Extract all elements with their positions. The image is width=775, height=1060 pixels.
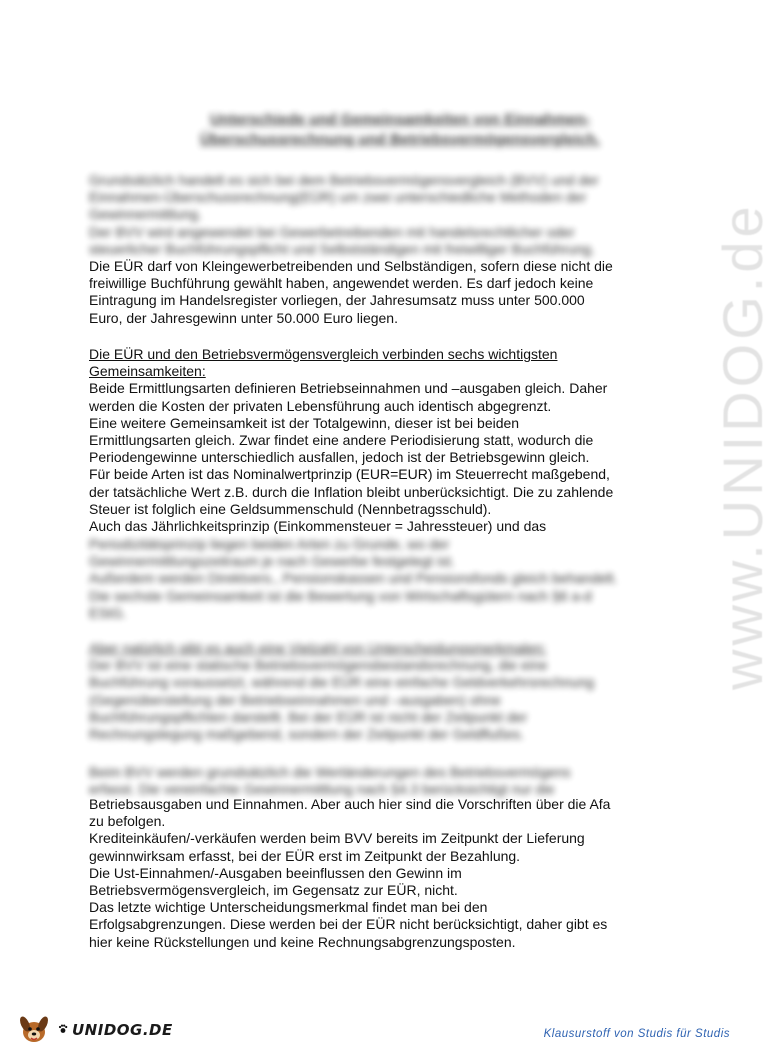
- text-line: Eine weitere Gemeinsamkeit ist der Totalgewinn, dieser ist bei beiden: [89, 414, 520, 431]
- differences2-blurred: [89, 764, 664, 798]
- text-line: Betriebsvermögensvergleich, im Gegensatz zur EÜR, nicht.: [89, 882, 458, 899]
- text-line: hier keine Rückstellungen und keine Rechnungsabgrenzungsposten.: [89, 933, 516, 950]
- title-line-2: Überschussrechnung und Betriebsvermögensvergleich.: [199, 131, 601, 148]
- dog-mascot-icon: [14, 1010, 54, 1051]
- text-line: Steuer ist folglich eine Geldsummenschuld (Nennbetragsschuld).: [89, 500, 492, 517]
- text-line: Buchführung voraussetzt, während die EÜR eine einfache Geldverkehrsrechnung: [89, 674, 595, 691]
- text-line: Der BVV ist eine statische Betriebsvermögensbestandsrechnung, die eine: [89, 657, 548, 674]
- text-line: freiwillige Buchführung gewählt haben, angewendet werden. Es darf jedoch keine: [89, 275, 594, 292]
- text-line: Auch das Jährlichkeitsprinzip (Einkommensteuer = Jahressteuer) und das: [89, 518, 547, 535]
- paw-icon: [58, 1021, 68, 1039]
- text-line: Beide Ermittlungsarten definieren Betriebseinnahmen und –ausgaben gleich. Daher: [89, 380, 608, 397]
- text-line: erfasst. Die vereinfachte Gewinnermittlung nach §4.3 berücksichtigt nur die: [89, 781, 555, 798]
- section-heading: Gemeinsamkeiten:: [89, 363, 206, 380]
- intro-blurred: [89, 172, 664, 258]
- text-line: (Gegenüberstellung der Betriebseinnahmen und –ausgaben) ohne: [89, 691, 501, 708]
- watermark: www.UNIDOG.de: [711, 202, 774, 690]
- title-line-1: Unterschiede und Gemeinsamkeiten von Einnahmen-: [209, 111, 591, 128]
- text-line: Für beide Arten ist das Nominalwertprinzip (EUR=EUR) im Steuerrecht maßgebend,: [89, 466, 610, 483]
- text-line: gewinnwirksam erfasst, bei der EÜR erst im Zeitpunkt der Bezahlung.: [89, 847, 521, 864]
- text-line: Beim BVV werden grundsätzlich die Wertänderungen des Betriebsvermögens: [89, 764, 571, 780]
- text-line: Die Ust-Einnahmen/-Ausgaben beeinflussen den Gewinn im: [89, 864, 462, 881]
- text-line: Krediteinkäufen/-verkäufen werden beim BVV bereits im Zeitpunkt der Lieferung: [89, 830, 585, 847]
- section-heading: Die EÜR und den Betriebsvermögensvergleich verbinden sechs wichtigsten: [89, 346, 558, 362]
- text-line: der tatsächliche Wert z.B. durch die Inflation bleibt unberücksichtigt. Die zu zahlende: [89, 483, 614, 500]
- differences2-visible: [89, 796, 664, 951]
- text-line: Erfolgsabgrenzungen. Diese werden bei der EÜR nicht berücksichtigt, daher gibt es: [89, 916, 608, 933]
- differences-blurred: [89, 640, 664, 743]
- text-line: EStG.: [89, 604, 127, 621]
- text-line: zu befolgen.: [89, 813, 166, 830]
- text-line: Grundsätzlich handelt es sich bei dem Betriebsvermögensvergleich (BVV) und der: [89, 172, 599, 188]
- text-line: Außerdem werden Direktvers., Pensionskassen und Pensionsfonds gleich behandelt.: [89, 570, 618, 587]
- text-line: Betriebsausgaben und Einnahmen. Aber auch hier sind die Vorschriften über die Afa: [89, 796, 611, 812]
- text-line: Eintragung im Handelsregister vorliegen, der Jahresumsatz muss unter 500.000: [89, 292, 585, 309]
- text-line: Euro, der Jahresgewinn unter 50.000 Euro liegen.: [89, 309, 398, 326]
- text-line: Das letzte wichtige Unterscheidungsmerkmal findet man bei den: [89, 899, 488, 916]
- text-line: Periodizitätsprinzip liegen beiden Arten zu Grunde, wo der: [89, 536, 450, 552]
- intro-visible: [89, 258, 664, 327]
- text-line: Einnahmen-Überschussrechnung(EÜR) um zwei unterschiedliche Methoden der: [89, 189, 587, 206]
- unidog-logo[interactable]: [14, 1010, 174, 1050]
- text-line: Die sechste Gemeinsamkeit ist die Bewertung von Wirtschaftsgütern nach §6 a-d: [89, 587, 592, 604]
- logo-text: UNIDOG.DE: [72, 1021, 173, 1039]
- text-line: Periodengewinne unterschiedlich ausfallen, jedoch ist der Betriebsgewinn gleich.: [89, 449, 590, 466]
- text-line: Die EÜR darf von Kleingewerbetreibenden und Selbständigen, sofern diese nicht die: [89, 258, 613, 274]
- document-title: [150, 110, 650, 150]
- common-section: [89, 346, 664, 535]
- text-line: Der BVV wird angewendet bei Gewerbetreibenden mit handelsrechtlicher oder: [89, 223, 575, 240]
- section-heading: Aber natürlich gibt es auch eine Vielzahl von Unterscheidungsmerkmalen:: [89, 640, 547, 656]
- common-blurred: [89, 536, 664, 622]
- text-line: Ermittlungsarten gleich. Zwar findet eine andere Periodisierung statt, wodurch die: [89, 432, 594, 449]
- text-line: Gewinnermittlung.: [89, 206, 202, 223]
- footer-tagline: Klausurstoff von Studis für Studis: [543, 1028, 730, 1040]
- text-line: steuerlicher Buchführungspflicht und Selbstständigen mit freiwilliger Buchführung.: [89, 240, 595, 257]
- text-line: Gewinnermittlungszeitraum je nach Gewerbe festgelegt ist.: [89, 553, 455, 570]
- text-line: Rechnungslegung maßgebend, sondern der Zeitpunkt der Geldflußes.: [89, 726, 525, 743]
- text-line: Buchführungspflichten darstellt. Bei der EÜR ist nicht der Zeitpunkt der: [89, 708, 528, 725]
- text-line: werden die Kosten der privaten Lebensführung auch identisch abgegrenzt.: [89, 397, 552, 414]
